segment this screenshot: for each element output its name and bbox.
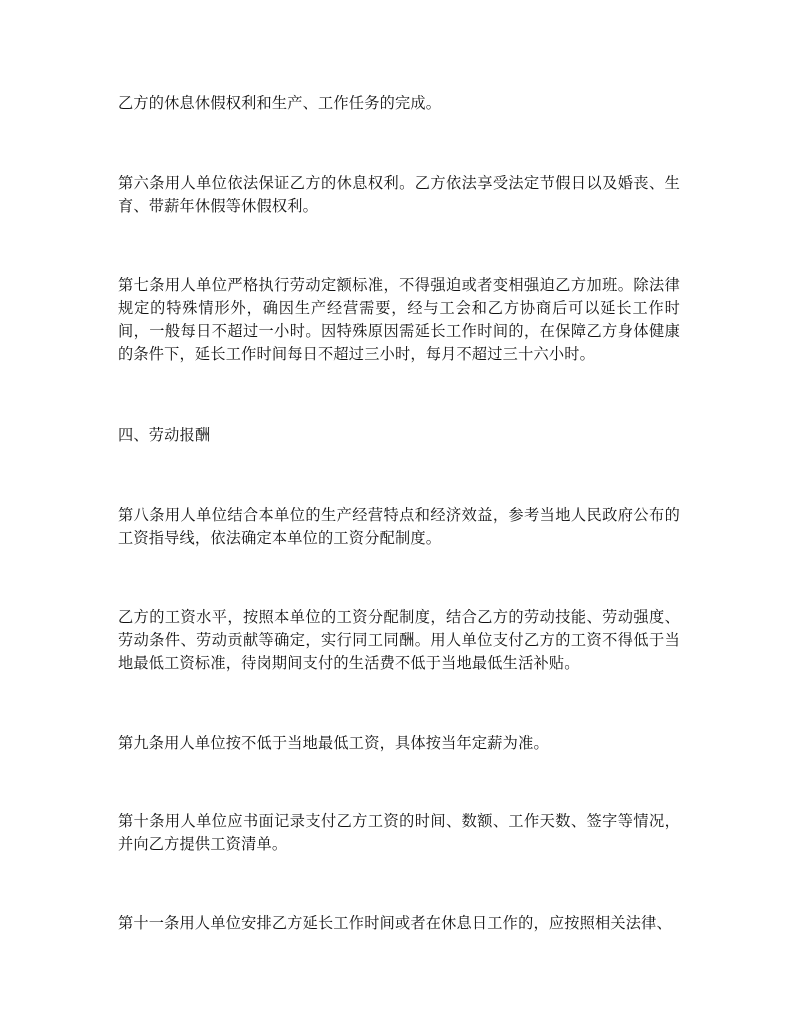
paragraph-article-9: 第九条用人单位按不低于当地最低工资，具体按当年定薪为准。 [118, 734, 549, 752]
paragraph-article-8: 第八条用人单位结合本单位的生产经营特点和经济效益，参考当地人民政府公布的工资指导线，依法确定本单位的工资分配制度。 [118, 506, 680, 547]
paragraph-article-11: 第十一条用人单位安排乙方延长工作时间或者在休息日工作的，应按照相关法律、 [118, 914, 672, 932]
paragraph-rest-rights-continued: 乙方的休息休假权利和生产、工作任务的完成。 [118, 94, 442, 112]
paragraph-article-6: 第六条用人单位依法保证乙方的休息权利。乙方依法享受法定节假日以及婚丧、生育、带薪年休假等休假权利。 [118, 174, 680, 215]
paragraph-article-7: 第七条用人单位严格执行劳动定额标准，不得强迫或者变相强迫乙方加班。除法律规定的特殊情形外，确因生产经营需要，经与工会和乙方协商后可以延长工作时间，一般每日不超过一小时。因特殊原因需延长工作时间的，在保障乙方身体健康的条件下，延长工作时间每日不超过三小时，每月不超过三十六小时。 [118, 276, 680, 363]
paragraph-wage-level: 乙方的工资水平，按照本单位的工资分配制度，结合乙方的劳动技能、劳动强度、劳动条件、劳动贡献等确定，实行同工同酬。用人单位支付乙方的工资不得低于当地最低工资标准，待岗期间支付的生活费不低于当地最低生活补贴。 [118, 608, 680, 672]
paragraph-article-10: 第十条用人单位应书面记录支付乙方工资的时间、数额、工作天数、签字等情况，并向乙方提供工资清单。 [118, 812, 680, 853]
section-heading-labor-remuneration: 四、劳动报酬 [118, 426, 211, 444]
